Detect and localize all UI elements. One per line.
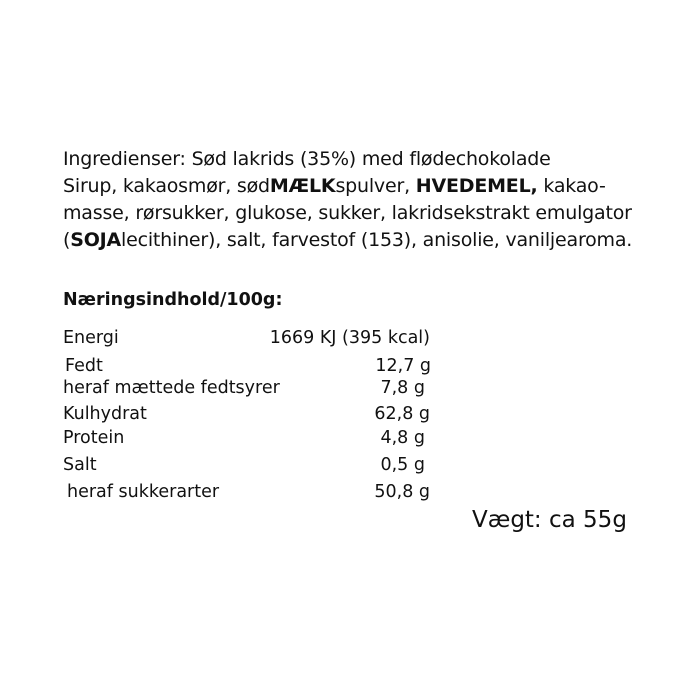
nutrient-value: 50,8 g [374, 482, 430, 502]
ingredients-paragraph [63, 146, 663, 254]
nutrient-value: 7,8 g [380, 378, 425, 398]
ingredient-text: kakao- [537, 175, 606, 197]
ingredient-text: Ingredienser: Sød lakrids (35%) med flødechokolade [63, 148, 551, 170]
ingredient-text: ( [63, 229, 71, 251]
nutrition-row-energy [63, 328, 430, 352]
nutrition-row-protein [63, 428, 425, 452]
nutrient-name: Salt [63, 455, 97, 475]
nutrition-heading: Næringsindhold/100g: [63, 290, 283, 310]
nutrition-row-salt [63, 455, 425, 479]
nutrient-name: Protein [63, 428, 125, 448]
nutrient-name: heraf sukkerarter [67, 482, 220, 502]
nutrient-value: 62,8 g [374, 404, 430, 424]
ingredient-text: spulver, [335, 175, 416, 197]
nutrient-value: 12,7 g [375, 356, 431, 376]
ingredient-text: Sirup, kakaosmør, sød [63, 175, 270, 197]
nutrient-name: heraf mættede fedtsyrer [63, 378, 280, 398]
allergen-text: MÆLK [269, 175, 336, 197]
nutrient-name: Kulhydrat [63, 404, 147, 424]
ingredients-line [63, 227, 663, 254]
nutrition-row-saturated-fat [63, 378, 425, 402]
nutrient-value: 0,5 g [380, 455, 425, 475]
ingredients-line [63, 173, 663, 200]
nutrition-row-carbohydrate [63, 404, 430, 428]
ingredient-text: masse, rørsukker, glukose, sukker, lakridsekstrakt emulgator [63, 202, 632, 224]
ingredients-line [63, 146, 663, 173]
allergen-text: HVEDEMEL, [415, 175, 538, 197]
nutrition-row-fat [65, 356, 431, 380]
nutrient-value: 1669 KJ (395 kcal) [269, 328, 430, 348]
net-weight: Vægt: ca 55g [472, 507, 627, 533]
nutrient-value: 4,8 g [380, 428, 425, 448]
ingredient-text: lecithiner), salt, farvestof (153), anisolie, vaniljearoma. [121, 229, 633, 251]
allergen-text: SOJA [70, 229, 122, 251]
nutrition-row-sugars [67, 482, 430, 506]
nutrient-name: Fedt [65, 356, 103, 376]
ingredients-line [63, 200, 663, 227]
nutrient-name: Energi [63, 328, 119, 348]
